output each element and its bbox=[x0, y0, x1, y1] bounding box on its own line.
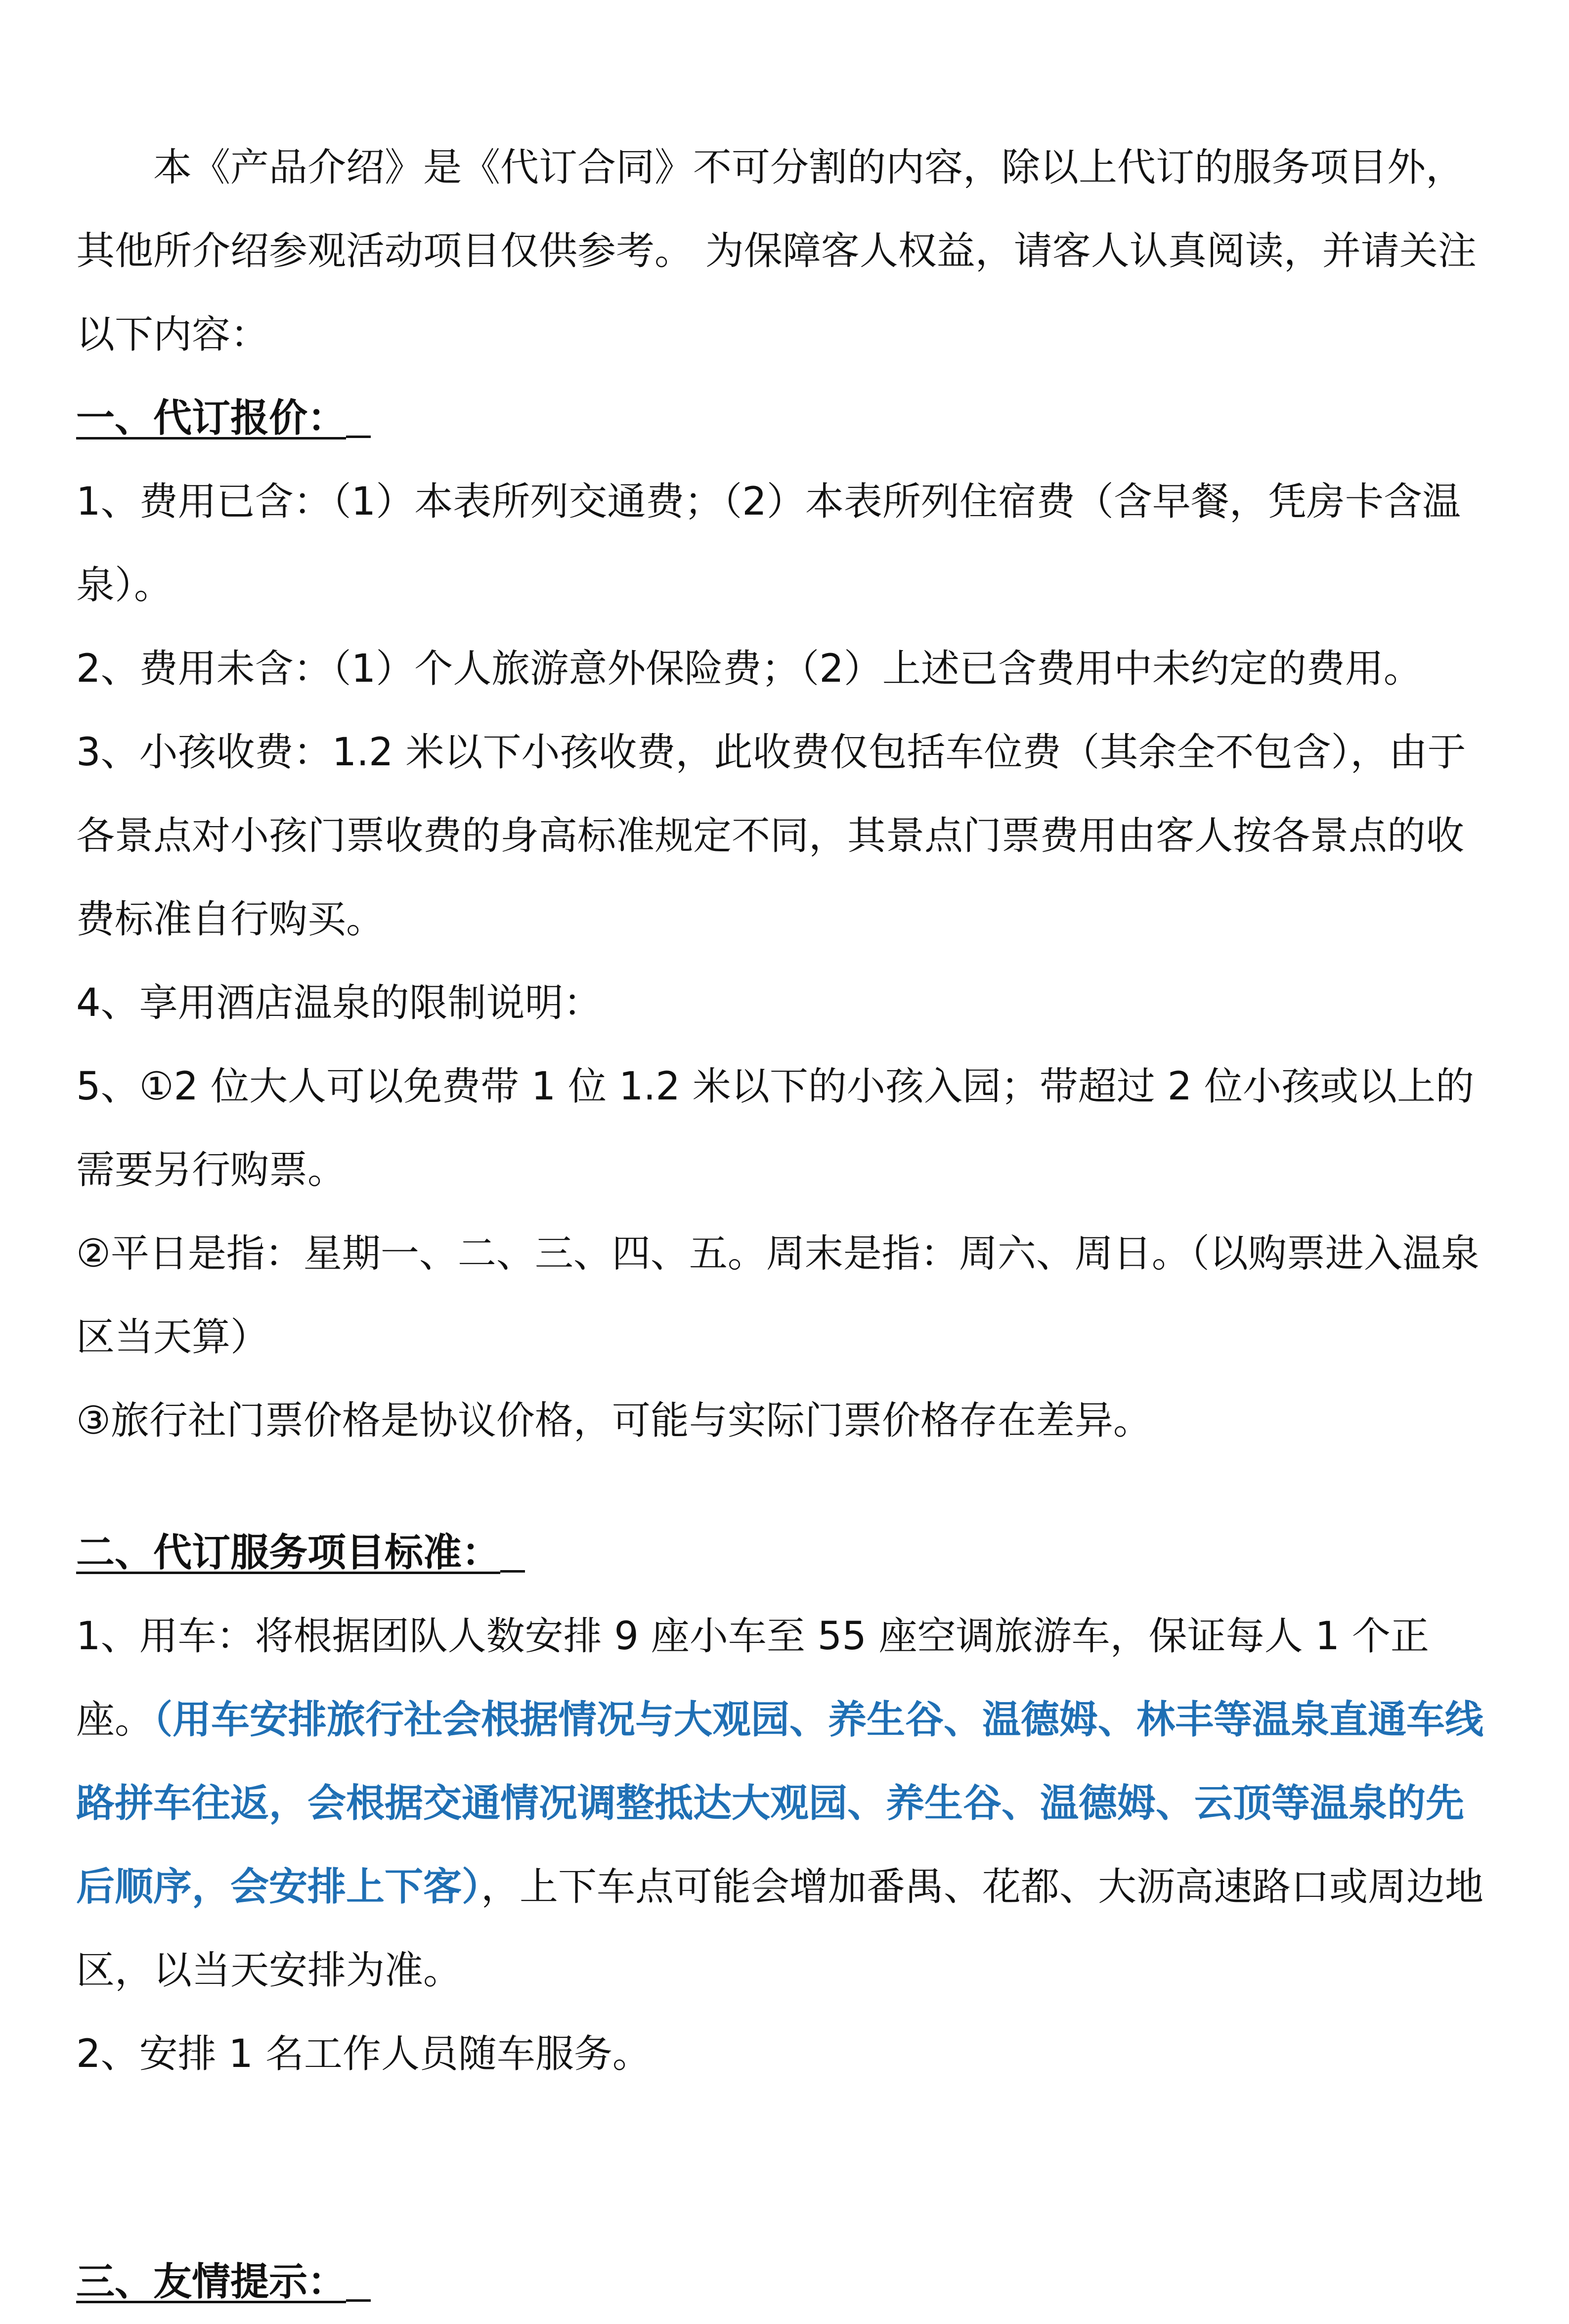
section-1-item-1: 1、费用已含：（1）本表所列交通费；（2）本表所列住宿费（含早餐，凭房卡含温泉）。 bbox=[76, 480, 1461, 608]
heading-underline-trail bbox=[500, 1570, 525, 1573]
intro-paragraph: 本《产品介绍》是《代订合同》不可分割的内容，除以上代订的服务项目外，其他所介绍参观活动项目仅供参考。 为保障客人权益，请客人认真阅读，并请关注以下内容： bbox=[76, 145, 1477, 357]
heading-underline-trail bbox=[346, 435, 371, 438]
section-1-item-4: 4、享用酒店温泉的限制说明： bbox=[76, 981, 602, 1025]
spacer bbox=[76, 1463, 1500, 1511]
document-page bbox=[76, 126, 1500, 2324]
section-2-heading bbox=[76, 1511, 1500, 1595]
vehicle-text-suffix: ，上下车点可能会增加番禺、花都、大沥高速路口或周边地区，以当天安排为准。 bbox=[76, 1865, 1484, 1993]
section-1-item-7: ③旅行社门票价格是协议价格，可能与实际门票价格存在差异。 bbox=[76, 1399, 1152, 1443]
section-3-heading bbox=[76, 2240, 1500, 2324]
section-3-title: 三、友情提示： bbox=[76, 2260, 347, 2304]
section-2-item-2: 2、安排 1 名工作人员随车服务。 bbox=[76, 2032, 651, 2076]
section-1-item-3: 3、小孩收费：1.2 米以下小孩收费，此收费仅包括车位费（其余全不包含），由于各景点对小孩门票收费的身高标准规定不同，其景点门票费用由客人按各景点的收费标准自行购买。 bbox=[76, 730, 1466, 942]
section-1-item-2: 2、费用未含：（1）个人旅游意外保险费；（2）上述已含费用中未约定的费用。 bbox=[76, 647, 1422, 691]
section-1-item-5: 5、①2 位大人可以免费带 1 位 1.2 米以下的小孩入园；带超过 2 位小孩或以上的需要另行购票。 bbox=[76, 1064, 1475, 1192]
vehicle-text: 1、用车：将根据团队人数安排 9 座小车至 55 座空调旅游车，保证每人 1 个正座。 bbox=[76, 1614, 1429, 1742]
heading-underline-trail bbox=[346, 2299, 371, 2302]
vehicle-highlight-note: （用车安排旅行社会根据情况与大观园、养生谷、温德姆、林丰等温泉直通车线路拼车往返，会根据交通情况调整抵达大观园、养生谷、温德姆、云顶等温泉的先后顺序，会安排上下客） bbox=[76, 1698, 1484, 1909]
section-2-item-1 bbox=[76, 1595, 1500, 2013]
section-1-title: 一、代订报价： bbox=[76, 396, 347, 440]
section-1-heading bbox=[76, 377, 1500, 460]
section-1-item-6: ②平日是指：星期一、二、三、四、五。周末是指：周六、周日。（以购票进入温泉区当天算） bbox=[76, 1231, 1480, 1359]
section-2-title: 二、代订服务项目标准： bbox=[76, 1531, 501, 1575]
spacer bbox=[76, 2096, 1500, 2240]
